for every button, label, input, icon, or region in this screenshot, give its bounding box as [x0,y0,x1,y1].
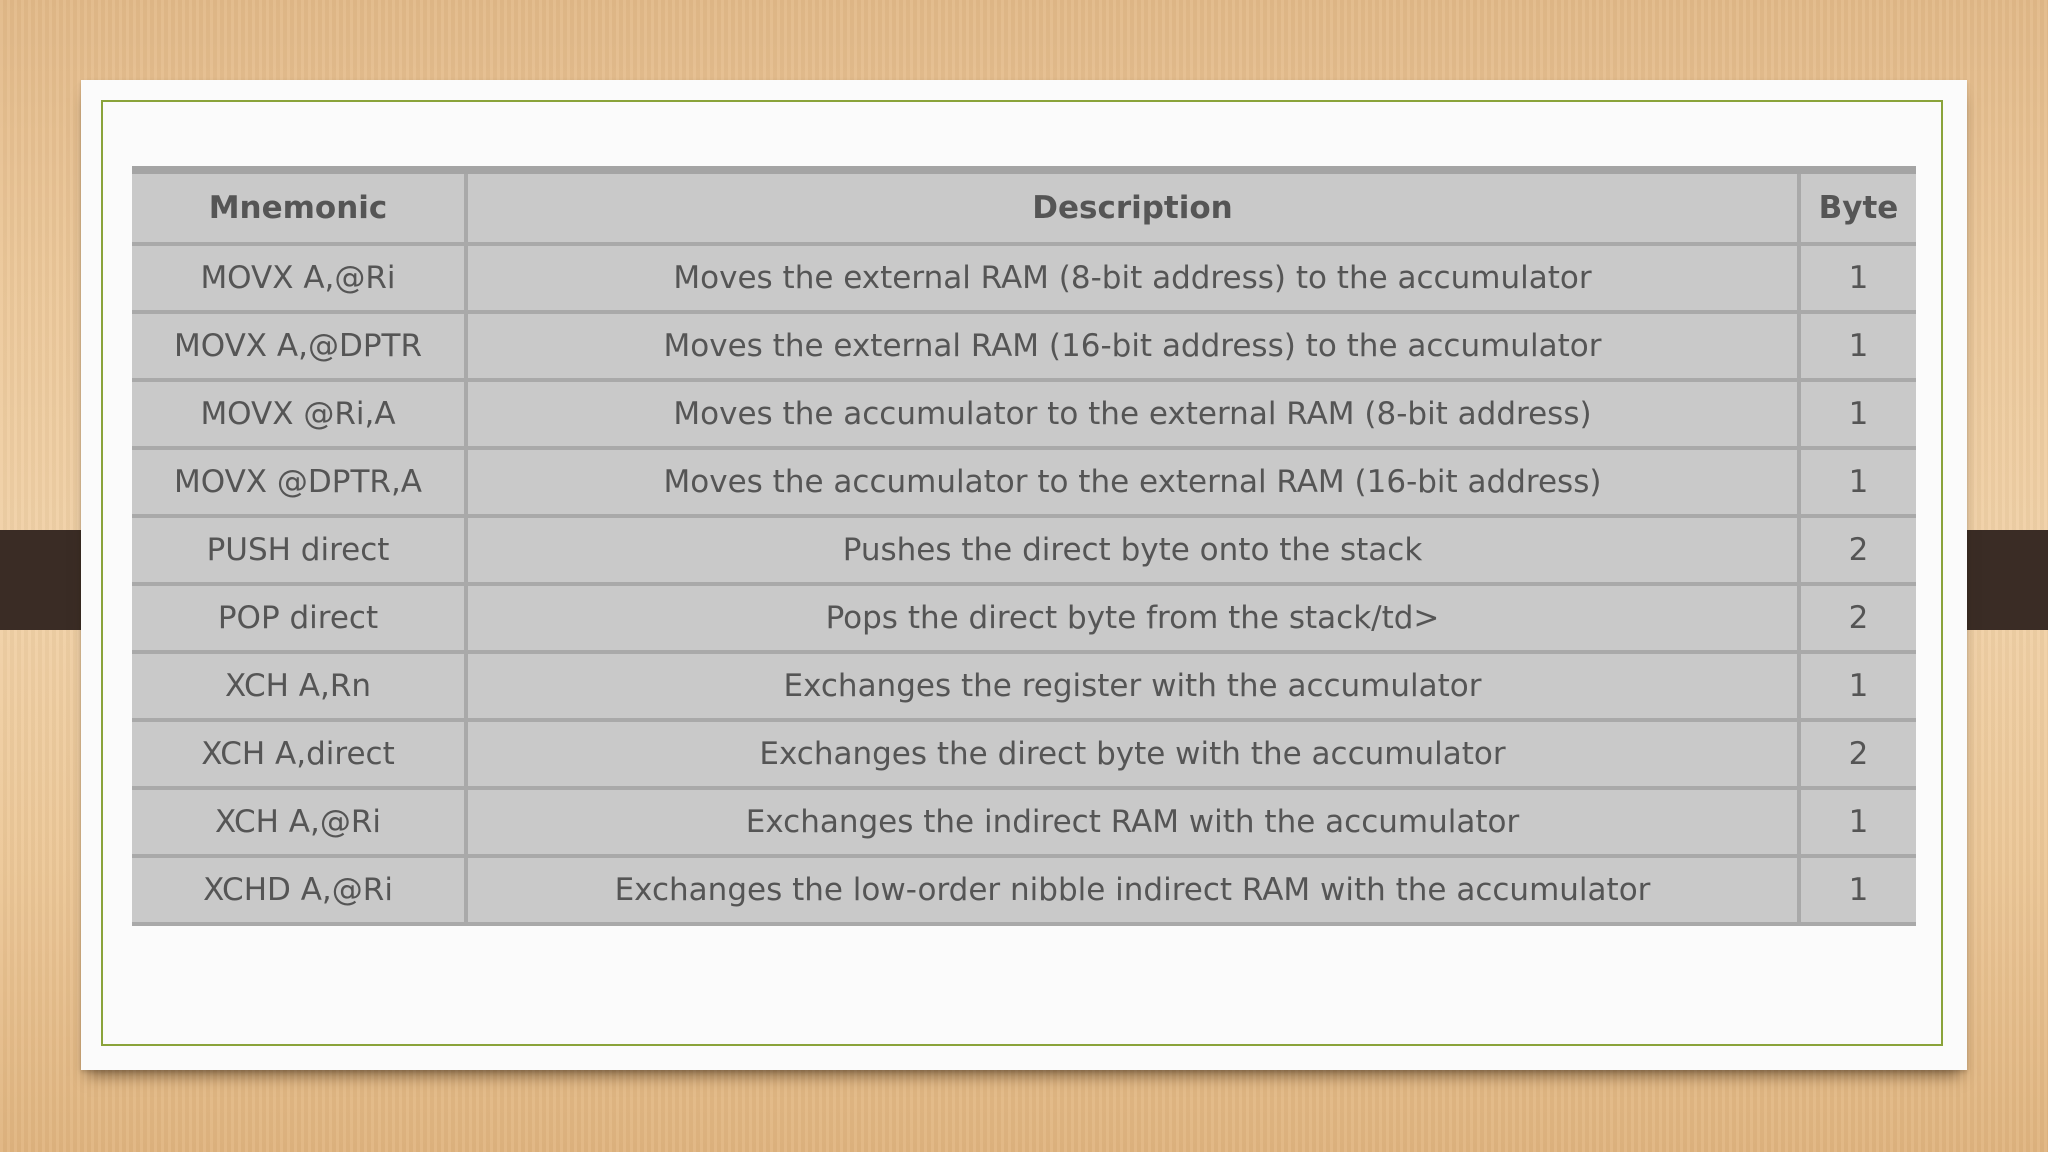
table-row [132,382,1916,450]
header-byte: Byte [1801,174,1916,246]
slide-card [81,80,1967,1070]
description-cell: Moves the accumulator to the external RAM (8-bit address) [468,382,1801,450]
table-row [132,246,1916,314]
table-row [132,450,1916,518]
mnemonic-cell: MOVX @Ri,A [132,382,468,450]
byte-cell: 1 [1801,450,1916,518]
table-row [132,518,1916,586]
table-header-row [132,174,1916,246]
byte-cell: 1 [1801,858,1916,926]
description-cell: Exchanges the register with the accumulator [468,654,1801,722]
description-cell: Exchanges the indirect RAM with the accumulator [468,790,1801,858]
table-row [132,586,1916,654]
mnemonic-cell: XCH A,Rn [132,654,468,722]
description-cell: Exchanges the low-order nibble indirect RAM with the accumulator [468,858,1801,926]
description-cell: Moves the external RAM (8-bit address) to the accumulator [468,246,1801,314]
mnemonic-cell: MOVX @DPTR,A [132,450,468,518]
description-cell: Pops the direct byte from the stack/td> [468,586,1801,654]
mnemonic-cell: XCHD A,@Ri [132,858,468,926]
mnemonic-cell: POP direct [132,586,468,654]
table-row [132,858,1916,926]
byte-cell: 1 [1801,654,1916,722]
table-row [132,314,1916,382]
table-row [132,722,1916,790]
header-mnemonic: Mnemonic [132,174,468,246]
description-cell: Moves the external RAM (16-bit address) to the accumulator [468,314,1801,382]
byte-cell: 1 [1801,314,1916,382]
mnemonic-cell: XCH A,direct [132,722,468,790]
header-description: Description [468,174,1801,246]
byte-cell: 1 [1801,382,1916,450]
mnemonic-cell: MOVX A,@Ri [132,246,468,314]
description-cell: Pushes the direct byte onto the stack [468,518,1801,586]
byte-cell: 2 [1801,518,1916,586]
table-row [132,654,1916,722]
byte-cell: 1 [1801,790,1916,858]
byte-cell: 1 [1801,246,1916,314]
instruction-table [132,166,1916,926]
mnemonic-cell: PUSH direct [132,518,468,586]
description-cell: Moves the accumulator to the external RAM (16-bit address) [468,450,1801,518]
mnemonic-cell: XCH A,@Ri [132,790,468,858]
table-row [132,790,1916,858]
byte-cell: 2 [1801,722,1916,790]
description-cell: Exchanges the direct byte with the accumulator [468,722,1801,790]
byte-cell: 2 [1801,586,1916,654]
mnemonic-cell: MOVX A,@DPTR [132,314,468,382]
